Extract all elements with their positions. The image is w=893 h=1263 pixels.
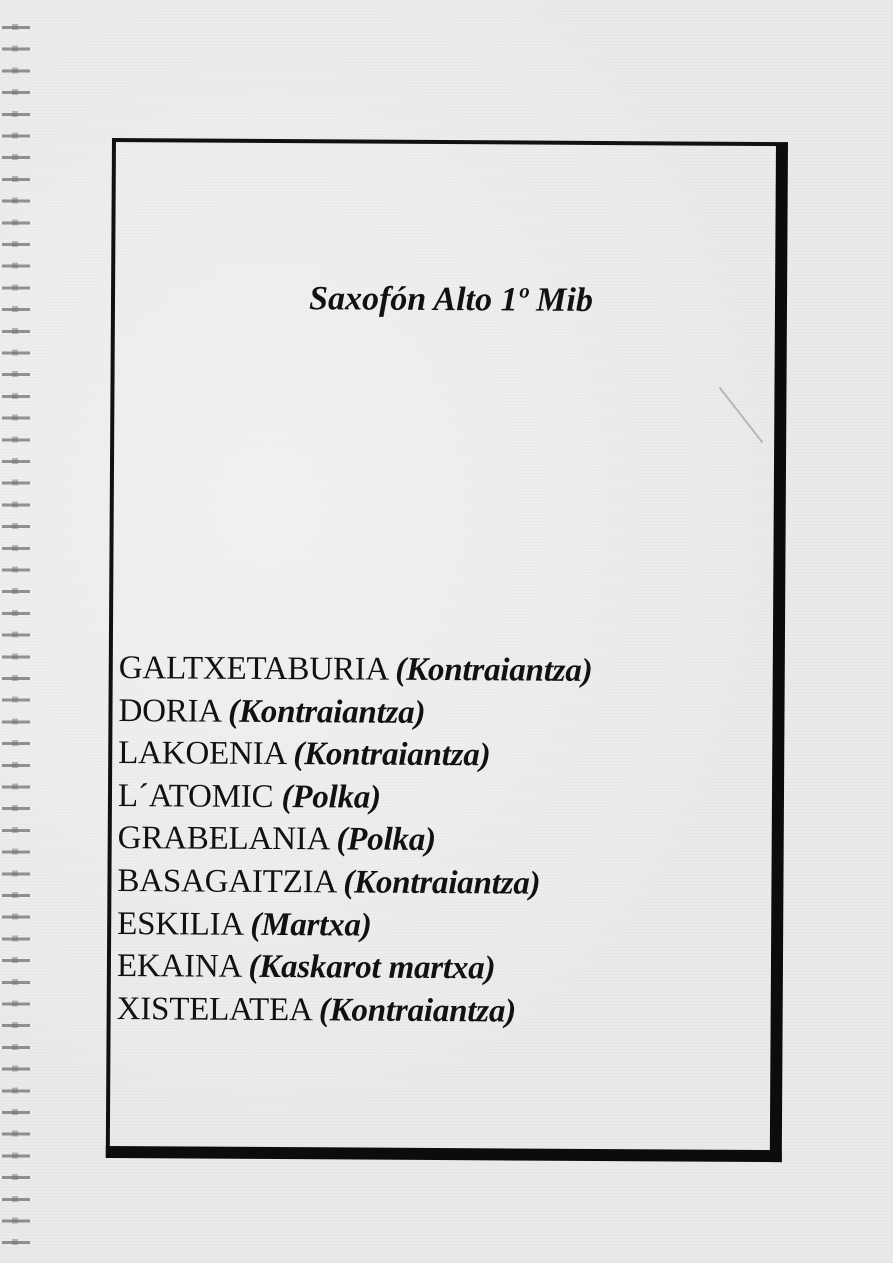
piece-genre: (Kaskarot martxa) [248,949,496,987]
piece-name: GALTXETABURIA [118,650,388,688]
piece-list [117,647,593,1033]
list-item [118,732,592,777]
spiral-binding [2,18,30,1258]
piece-name: L´ATOMIC [117,777,274,815]
piece-genre: (Kontraiantza) [395,651,593,689]
piece-name: GRABELANIA [117,820,329,858]
piece-genre: (Polka) [336,821,436,859]
piece-name: DORIA [118,692,221,730]
list-item [117,988,591,1033]
list-item [119,647,593,692]
list-item [118,817,592,862]
cover-frame [106,138,788,1162]
piece-genre: (Kontraiantza) [318,992,517,1030]
piece-genre: (Kontraiantza) [293,736,491,774]
piece-name: EKAINA [116,948,241,985]
piece-name: BASAGAITZIA [117,863,336,901]
piece-genre: (Kontraiantza) [343,864,541,902]
piece-genre: (Martxa) [250,906,372,944]
list-item [118,775,592,820]
piece-name: XISTELATEA [116,990,311,1028]
part-title: Saxofón Alto 1º Mib [308,280,594,319]
piece-genre: (Kontraiantza) [228,693,426,731]
piece-name: LAKOENIA [118,735,286,773]
piece-name: ESKILIA [117,905,243,943]
list-item [118,690,592,735]
list-item [117,860,591,905]
list-item [117,945,591,990]
list-item [117,903,591,948]
piece-genre: (Polka) [281,778,382,816]
